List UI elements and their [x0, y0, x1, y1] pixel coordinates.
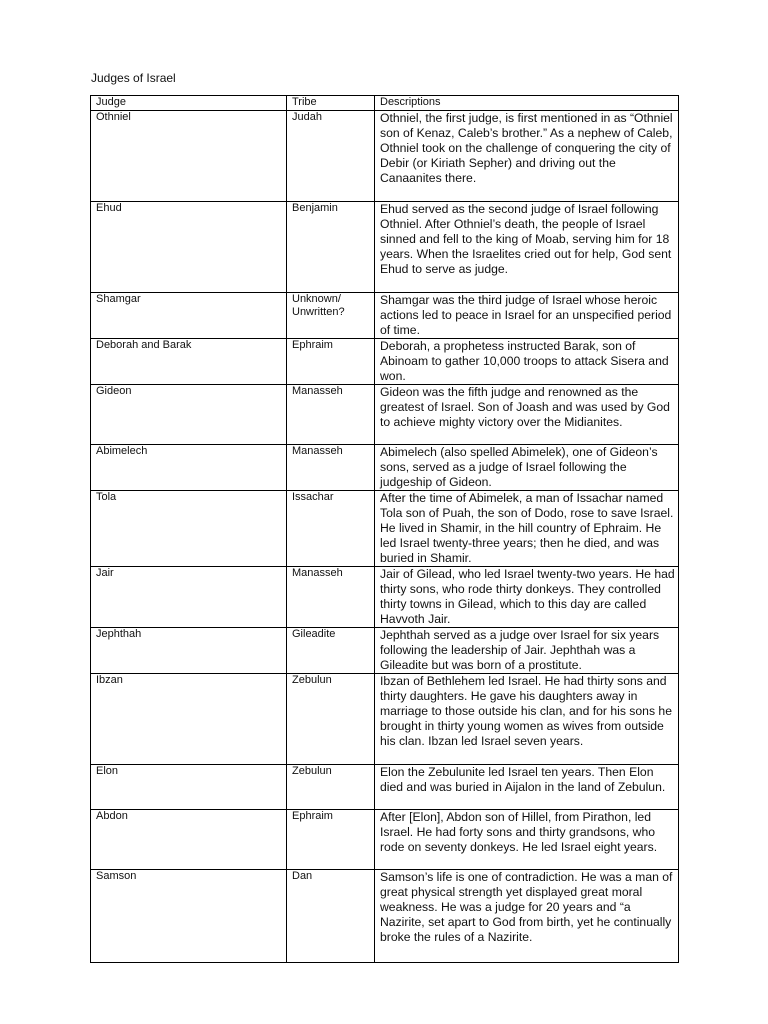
description-cell: Ibzan of Bethlehem led Israel. He had thirty sons and thirty daughters. He gave his daughters away in marriage to those outside his clan, and for his sons he brought in thirty young women as wives from outside his clan. Ibzan led Israel seven years. — [375, 674, 679, 765]
judge-cell: Ehud — [91, 202, 287, 293]
table-row — [91, 293, 679, 339]
tribe-cell: Ephraim — [287, 810, 375, 870]
description-cell: Deborah, a prophetess instructed Barak, son of Abinoam to gather 10,000 troops to attack Sisera and won. — [375, 339, 679, 385]
judge-cell: Ibzan — [91, 674, 287, 765]
table-row — [91, 339, 679, 385]
tribe-cell: Benjamin — [287, 202, 375, 293]
table-row — [91, 385, 679, 445]
header-tribe: Tribe — [287, 96, 375, 111]
table-row — [91, 491, 679, 567]
table-row — [91, 628, 679, 674]
table-row — [91, 870, 679, 963]
header-judge: Judge — [91, 96, 287, 111]
judge-cell: Tola — [91, 491, 287, 567]
tribe-cell: Manasseh — [287, 385, 375, 445]
tribe-cell: Gileadite — [287, 628, 375, 674]
table-row — [91, 567, 679, 628]
tribe-cell: Issachar — [287, 491, 375, 567]
description-cell: Gideon was the fifth judge and renowned as the greatest of Israel. Son of Joash and was used by God to achieve mighty victory over the Midianites. — [375, 385, 679, 445]
judge-cell: Samson — [91, 870, 287, 963]
description-cell: Ehud served as the second judge of Israel following Othniel. After Othniel’s death, the people of Israel sinned and fell to the king of Moab, serving him for 18 years. When the Israelites cried out for help, God sent Ehud to serve as judge. — [375, 202, 679, 293]
table-row — [91, 810, 679, 870]
description-cell: After the time of Abimelek, a man of Issachar named Tola son of Puah, the son of Dodo, rose to save Israel. He lived in Shamir, in the hill country of Ephraim. He led Israel twenty-three years; then he died, and was buried in Shamir. — [375, 491, 679, 567]
judges-table — [90, 95, 679, 963]
description-cell: Othniel, the first judge, is first mentioned in as “Othniel son of Kenaz, Caleb’s brother.” As a nephew of Caleb, Othniel took on the challenge of conquering the city of Debir (or Kiriath Sepher) and driving out the Canaanites there. — [375, 111, 679, 202]
judge-cell: Deborah and Barak — [91, 339, 287, 385]
table-row — [91, 111, 679, 202]
judge-cell: Elon — [91, 765, 287, 810]
tribe-cell: Manasseh — [287, 445, 375, 491]
document-title: Judges of Israel — [91, 71, 176, 85]
table-row — [91, 674, 679, 765]
judge-cell: Gideon — [91, 385, 287, 445]
tribe-cell: Judah — [287, 111, 375, 202]
description-cell: Jair of Gilead, who led Israel twenty-two years. He had thirty sons, who rode thirty donkeys. They controlled thirty towns in Gilead, which to this day are called Havvoth Jair. — [375, 567, 679, 628]
description-cell: Elon the Zebulunite led Israel ten years. Then Elon died and was buried in Aijalon in the land of Zebulun. — [375, 765, 679, 810]
description-cell: After [Elon], Abdon son of Hillel, from Pirathon, led Israel. He had forty sons and thirty grandsons, who rode on seventy donkeys. He led Israel eight years. — [375, 810, 679, 870]
tribe-cell: Manasseh — [287, 567, 375, 628]
description-cell: Jephthah served as a judge over Israel for six years following the leadership of Jair. Jephthah was a Gileadite but was born of a prostitute. — [375, 628, 679, 674]
tribe-cell: Zebulun — [287, 765, 375, 810]
tribe-cell: Unknown/ Unwritten? — [287, 293, 375, 339]
tribe-cell: Ephraim — [287, 339, 375, 385]
table-row — [91, 445, 679, 491]
judge-cell: Abimelech — [91, 445, 287, 491]
table-row — [91, 202, 679, 293]
judge-cell: Jephthah — [91, 628, 287, 674]
header-descriptions: Descriptions — [375, 96, 679, 111]
tribe-cell: Dan — [287, 870, 375, 963]
description-cell: Abimelech (also spelled Abimelek), one of Gideon’s sons, served as a judge of Israel following the judgeship of Gideon. — [375, 445, 679, 491]
table-row — [91, 765, 679, 810]
description-cell: Samson’s life is one of contradiction. He was a man of great physical strength yet displayed great moral weakness. He was a judge for 20 years and “a Nazirite, set apart to God from birth, yet he continually broke the rules of a Nazirite. — [375, 870, 679, 963]
description-cell: Shamgar was the third judge of Israel whose heroic actions led to peace in Israel for an unspecified period of time. — [375, 293, 679, 339]
judge-cell: Jair — [91, 567, 287, 628]
judge-cell: Abdon — [91, 810, 287, 870]
tribe-cell: Zebulun — [287, 674, 375, 765]
judge-cell: Shamgar — [91, 293, 287, 339]
table-header-row — [91, 96, 679, 111]
judge-cell: Othniel — [91, 111, 287, 202]
